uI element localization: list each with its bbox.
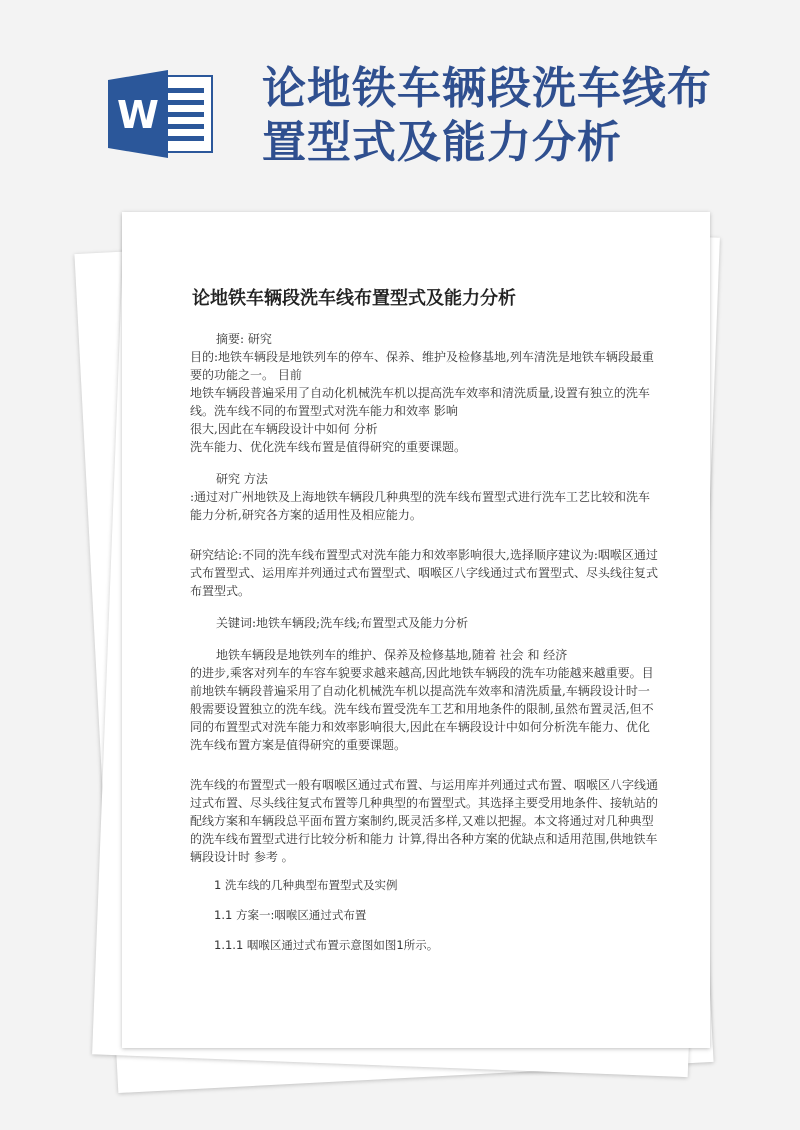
word-document-icon bbox=[108, 70, 218, 158]
document-title: 论地铁车辆段洗车线布置型式及能力分析 bbox=[192, 288, 516, 309]
body-paragraph: 很大,因此在车辆段设计中如何 分析 bbox=[190, 422, 378, 436]
paragraph-list bbox=[190, 330, 660, 866]
section-heading: 1 洗车线的几种典型布置型式及实例 bbox=[214, 878, 398, 892]
body-paragraph: 洗车线的布置型式一般有咽喉区通过式布置、与运用库并列通过式布置、咽喉区八字线通过式布置、尽头线往复式布置等几种典型的布置型式。其选择主要受用地条件、接轨站的配线方案和车辆段总平面布置方案制约,既灵活多样,又难以把握。本文将通过对几种典型的洗车线布置型式进行比较分析和能力 计算,得出各种方案的优缺点和适用范围,供地铁车辆段设计时 参考 。 bbox=[190, 778, 659, 864]
section-heading: 1.1 方案一:咽喉区通过式布置 bbox=[214, 908, 367, 922]
body-paragraph: 的进步,乘客对列车的车容车貌要求越来越高,因此地铁车辆段的洗车功能越来越重要。目前地铁车辆段普遍采用了自动化机械洗车机以提高洗车效率和清洗质量,车辆段设计时一般需要设置独立的洗车线。洗车线布置受洗车工艺和用地条件的限制,虽然布置灵活,但不同的布置型式对洗车能力和效率影响很大,因此在车辆段设计中如何分析洗车能力、优化洗车线布置方案是值得研究的重要课题。 bbox=[190, 666, 654, 752]
section-heading: 1.1.1 咽喉区通过式布置示意图如图1所示。 bbox=[214, 938, 439, 952]
body-paragraph: 摘要: 研究 bbox=[216, 332, 272, 346]
body-paragraph: 洗车能力、优化洗车线布置是值得研究的重要课题。 bbox=[190, 440, 467, 454]
body-paragraph: 目的:地铁车辆段是地铁列车的停车、保养、维护及检修基地,列车清洗是地铁车辆段最重要的功能之一。 目前 bbox=[190, 350, 654, 382]
body-paragraph: 关键词:地铁车辆段;洗车线;布置型式及能力分析 bbox=[216, 616, 469, 630]
document-body bbox=[190, 330, 660, 954]
body-paragraph: 地铁车辆段普遍采用了自动化机械洗车机以提高洗车效率和清洗质量,设置有独立的洗车线。洗车线不同的布置型式对洗车能力和效率 影响 bbox=[190, 386, 650, 418]
document-page bbox=[122, 212, 710, 1048]
header-title bbox=[262, 62, 782, 170]
word-logo-letter: W bbox=[117, 93, 159, 137]
body-paragraph: 地铁车辆段是地铁列车的维护、保养及检修基地,随着 社会 和 经济 bbox=[216, 648, 568, 662]
header bbox=[0, 0, 800, 200]
header-title-line2: 置型式及能力分析 bbox=[262, 117, 622, 168]
heading-list bbox=[190, 876, 660, 954]
body-paragraph: :通过对广州地铁及上海地铁车辆段几种典型的洗车线布置型式进行洗车工艺比较和洗车能力分析,研究各方案的适用性及相应能力。 bbox=[190, 490, 651, 522]
body-paragraph: 研究结论:不同的洗车线布置型式对洗车能力和效率影响很大,选择顺序建议为:咽喉区通过式布置型式、运用库并列通过式布置型式、咽喉区八字线通过式布置型式、尽头线往复式布置型式。 bbox=[190, 548, 659, 598]
body-paragraph: 研究 方法 bbox=[216, 472, 268, 486]
header-title-line1: 论地铁车辆段洗车线布 bbox=[262, 63, 712, 114]
